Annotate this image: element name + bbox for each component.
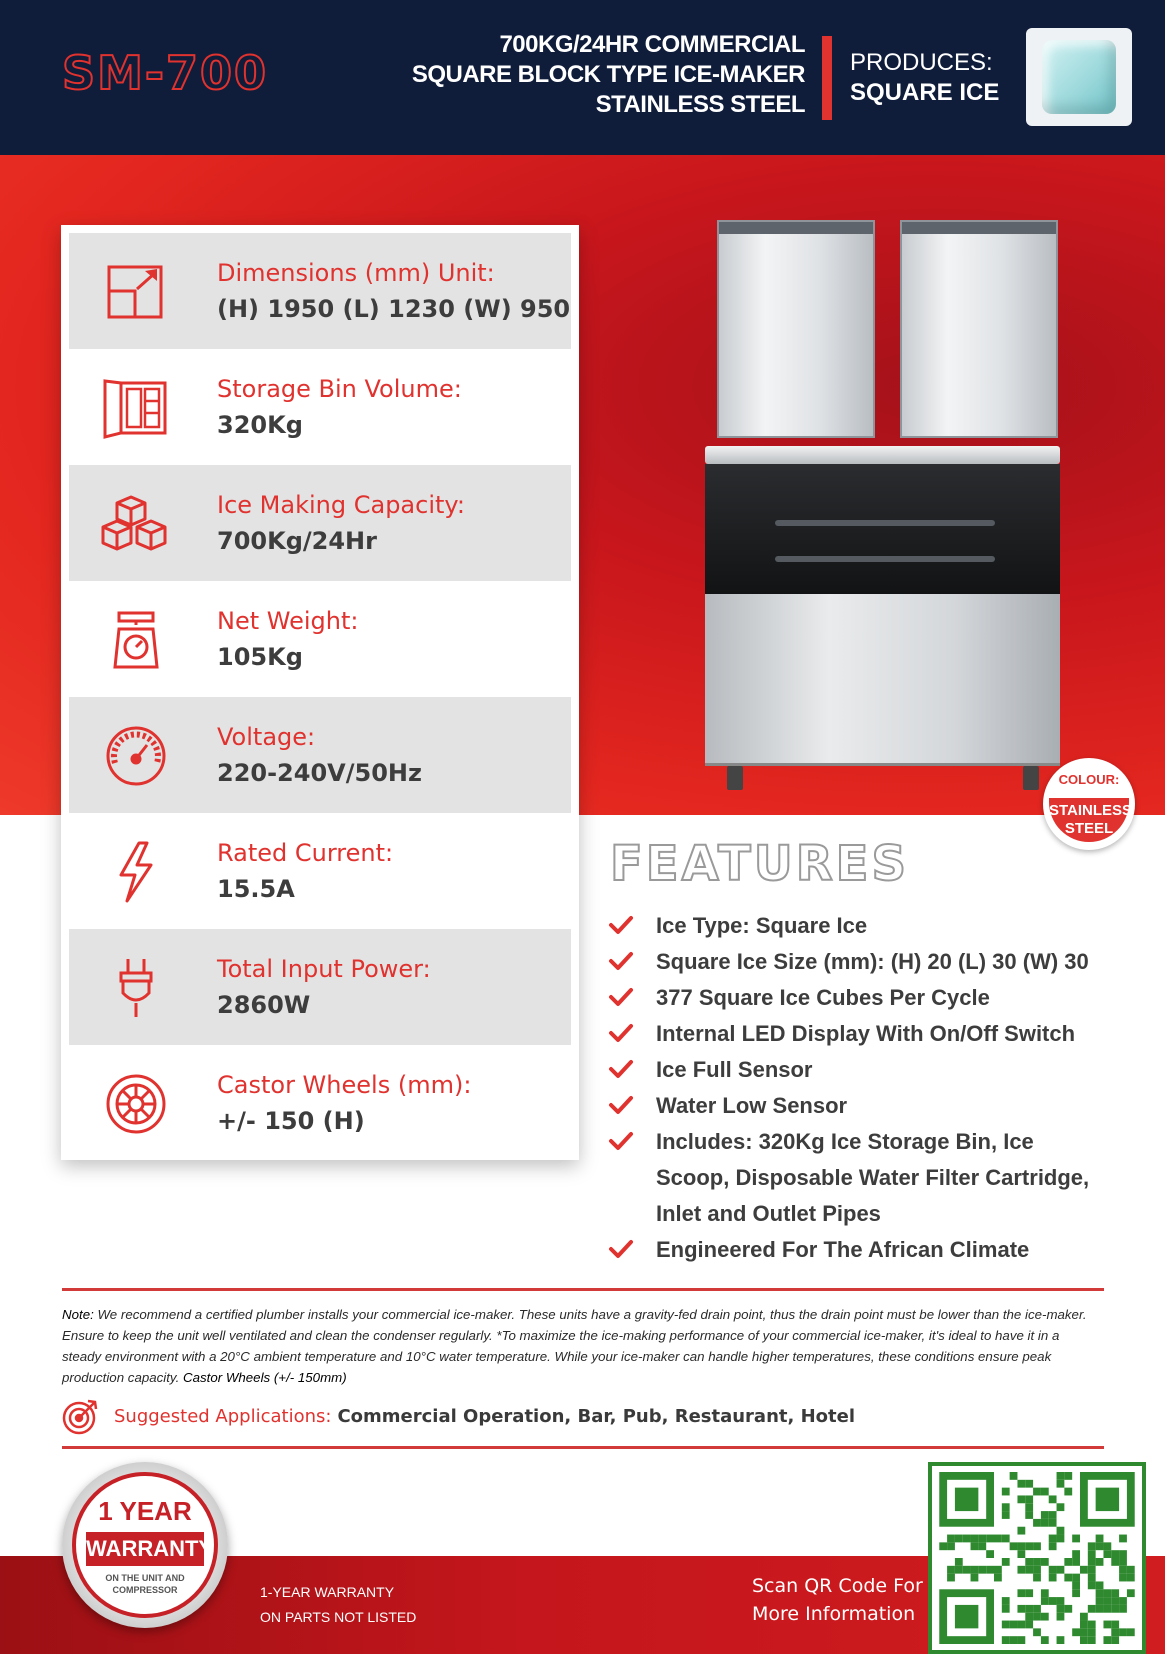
warranty-word: WARRANTY <box>86 1532 204 1566</box>
ice-cubes-icon <box>101 493 171 555</box>
machine-door-left <box>717 220 875 438</box>
product-headline <box>412 30 805 120</box>
feature-text: Square Ice Size (mm): (H) 20 (L) 30 (W) 30 <box>656 949 1089 974</box>
spec-ice-capacity <box>69 465 571 581</box>
features-title: FEATURES <box>610 836 910 892</box>
spec-value: 105Kg <box>217 643 303 671</box>
machine-bin-door <box>705 464 1060 594</box>
feature-text: Ice Full Sensor <box>656 1057 813 1082</box>
headline-line-3: STAINLESS STEEL <box>595 91 805 118</box>
colour-value: STAINLESS STEEL <box>1049 798 1129 842</box>
colour-badge <box>1043 758 1135 850</box>
divider-bottom <box>62 1446 1104 1449</box>
resize-icon <box>101 261 171 323</box>
colour-label: COLOUR: <box>1058 772 1120 787</box>
spec-label: Storage Bin Volume: <box>217 375 462 403</box>
machine-ledge <box>705 446 1060 464</box>
check-icon <box>608 1236 634 1262</box>
ice-maker-image <box>705 220 1060 790</box>
spec-voltage <box>69 697 571 813</box>
applications-value: Commercial Operation, Bar, Pub, Restaurant, Hotel <box>337 1405 856 1427</box>
check-icon <box>608 1092 634 1118</box>
suggested-applications <box>62 1398 855 1434</box>
target-icon <box>62 1397 100 1435</box>
gauge-icon <box>101 725 171 787</box>
spec-value: 320Kg <box>217 411 303 439</box>
note-lead: Note: <box>62 1307 94 1322</box>
warranty-years: 1 YEAR <box>98 1496 192 1526</box>
check-icon <box>608 1020 634 1046</box>
spec-label: Voltage: <box>217 723 316 751</box>
spec-label: Castor Wheels (mm): <box>217 1071 472 1099</box>
spec-label: Net Weight: <box>217 607 359 635</box>
check-icon <box>608 1056 634 1082</box>
spec-value: (H) 1950 (L) 1230 (W) 950 <box>217 295 571 323</box>
storage-bin-icon <box>101 377 171 439</box>
spec-rated-current <box>69 813 571 929</box>
feature-item <box>608 1052 1108 1088</box>
header-bar <box>0 0 1165 155</box>
check-icon <box>608 912 634 938</box>
feature-text: Internal LED Display With On/Off Switch <box>656 1021 1076 1046</box>
check-icon <box>608 1128 634 1154</box>
headline-line-1: 700KG/24HR COMMERCIAL <box>499 31 805 58</box>
divider-top <box>62 1288 1104 1291</box>
spec-storage-bin <box>69 349 571 465</box>
feature-text: Engineered For The African Climate <box>656 1237 1030 1262</box>
spec-input-power <box>69 929 571 1045</box>
produces-block <box>850 48 999 108</box>
machine-storage-bin <box>705 594 1060 766</box>
spec-value: 2860W <box>217 991 311 1019</box>
spec-dimensions <box>69 233 571 349</box>
spec-label: Dimensions (mm) Unit: <box>217 259 495 287</box>
headline-line-2: SQUARE BLOCK TYPE ICE-MAKER <box>411 61 805 88</box>
feature-item <box>608 1232 1108 1268</box>
parts-warranty-text: 1-YEAR WARRANTY ON PARTS NOT LISTED <box>260 1584 417 1625</box>
feature-text: 377 Square Ice Cubes Per Cycle <box>656 985 990 1010</box>
note-tail: Castor Wheels (+/- 150mm) <box>182 1370 347 1385</box>
model-number: SM-700 <box>62 46 269 100</box>
qr-code-icon[interactable] <box>938 1472 1136 1644</box>
feature-text: Includes: 320Kg Ice Storage Bin, Ice Scoop, Disposable Water Filter Cartridge, Inlet and Outlet Pipes <box>656 1129 1090 1226</box>
feature-item <box>608 908 1108 944</box>
header-divider <box>822 36 832 120</box>
ice-cube-image <box>1026 28 1132 126</box>
produces-label: PRODUCES: <box>850 49 993 76</box>
applications-label: Suggested Applications: <box>114 1405 332 1427</box>
lightning-icon <box>101 841 171 903</box>
ice-cube-icon <box>1042 40 1116 114</box>
spec-value: +/- 150 (H) <box>217 1107 365 1135</box>
spec-value: 15.5A <box>217 875 295 903</box>
scale-icon <box>101 609 171 671</box>
scan-qr-text: Scan QR Code For More Information <box>752 1575 923 1625</box>
check-icon <box>608 984 634 1010</box>
plug-icon <box>101 957 171 1019</box>
feature-item <box>608 1124 1108 1232</box>
feature-item <box>608 1088 1108 1124</box>
produces-value: SQUARE ICE <box>850 79 1000 106</box>
machine-foot <box>1023 766 1039 790</box>
feature-item <box>608 944 1108 980</box>
spec-label: Total Input Power: <box>217 955 431 983</box>
spec-label: Rated Current: <box>217 839 394 867</box>
qr-code[interactable] <box>928 1462 1146 1654</box>
note-text: We recommend a certified plumber installs your commercial ice-maker. These units have a gravity-fed drain point, thus the drain point must be lower than the ice-maker. Ensure to keep the unit well ventilated and clean the condenser regularly. *To maximize the ice-making performance of your commercial ice-maker, it's ideal to have it in a steady environment with a 20°C ambient temperature and 10°C water temperature. While your ice-maker can handle higher temperatures, these conditions ensure peak production capacity. <box>62 1307 1087 1385</box>
spec-value: 220-240V/50Hz <box>217 759 422 787</box>
warranty-seal <box>62 1462 228 1628</box>
features-list <box>608 908 1108 1268</box>
machine-door-right <box>900 220 1058 438</box>
spec-label: Ice Making Capacity: <box>217 491 465 519</box>
feature-text: Ice Type: Square Ice <box>656 913 868 938</box>
wheel-icon <box>101 1073 171 1135</box>
spec-net-weight <box>69 581 571 697</box>
check-icon <box>608 948 634 974</box>
feature-item <box>608 980 1108 1016</box>
feature-text: Water Low Sensor <box>656 1093 848 1118</box>
machine-foot <box>727 766 743 790</box>
note-paragraph <box>62 1304 1102 1388</box>
spec-value: 700Kg/24Hr <box>217 527 377 555</box>
spec-castor-wheels <box>69 1045 571 1161</box>
feature-item <box>608 1016 1108 1052</box>
specs-card <box>61 225 579 1160</box>
warranty-sub: ON THE UNIT AND COMPRESSOR <box>105 1573 185 1595</box>
